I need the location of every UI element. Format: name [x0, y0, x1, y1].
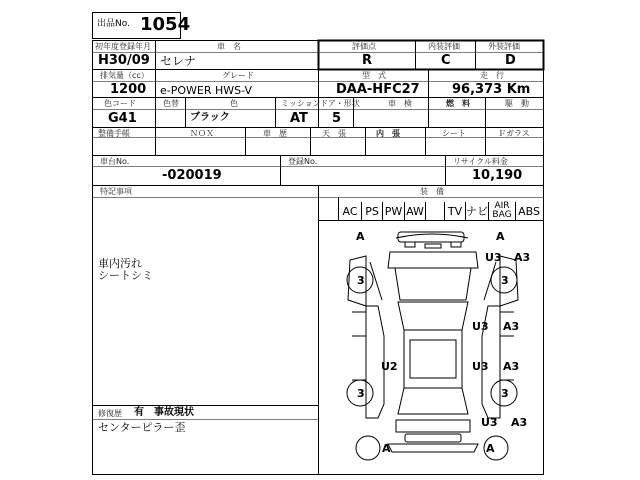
- header-fuel: 燃 料: [446, 99, 470, 108]
- mark-rear-right: A: [486, 442, 495, 455]
- mark-right-middle-dent: U3: [472, 320, 489, 333]
- header-first-registration: 初年度登録年月: [95, 42, 151, 51]
- header-mileage: 走 行: [480, 71, 504, 80]
- color-code-value: G41: [108, 111, 137, 126]
- header-drive: 駆 動: [505, 99, 529, 108]
- mark-right-rear-tire: 3: [501, 387, 509, 400]
- exterior-grade-value: D: [505, 53, 516, 68]
- header-interior-trim: 内 張: [376, 129, 400, 138]
- header-doors: ドア・形状: [320, 99, 360, 108]
- header-registration-number: 登録No.: [288, 157, 318, 166]
- header-nox: ＮＯＸ: [190, 129, 214, 138]
- equipment-blank: [426, 202, 445, 220]
- mark-right-rear-dent: U3: [472, 360, 489, 373]
- mark-left-front-tire: 3: [357, 274, 365, 287]
- mark-rear-scratch: A3: [511, 416, 528, 429]
- note-line: 車内汚れ: [98, 257, 142, 270]
- lot-number: 1054: [140, 14, 191, 35]
- header-seat: シート: [442, 129, 466, 138]
- interior-grade-value: C: [441, 53, 451, 68]
- repair-history-label: 修復歴: [98, 409, 122, 418]
- equipment-pw: PW: [383, 202, 405, 220]
- header-exterior-grade: 外装評価: [488, 42, 520, 51]
- header-color-change: 色替: [163, 99, 179, 108]
- header-history: 車 歴: [263, 129, 287, 138]
- mark-right-front-scratch: A3: [514, 251, 531, 264]
- equipment-abs: ABS: [518, 204, 540, 218]
- header-inspection: 車 検: [388, 99, 412, 108]
- header-special-notes: 特記事項: [100, 187, 132, 196]
- mileage-value: 96,373 Km: [452, 82, 531, 97]
- header-score: 評価点: [352, 42, 376, 51]
- mark-rear-left: A: [382, 442, 391, 455]
- header-chassis-number: 車台No.: [100, 157, 130, 166]
- chassis-number-value: -020019: [162, 168, 222, 183]
- header-mission: ミッション: [281, 99, 321, 108]
- mark-right-middle-scratch: A3: [503, 320, 520, 333]
- mark-rear-dent: U3: [481, 416, 498, 429]
- header-equipment: 装 備: [420, 187, 444, 196]
- recycle-fee-value: 10,190: [472, 168, 523, 183]
- mark-left-rear-tire: 3: [357, 387, 365, 400]
- equipment-ps: PS: [362, 202, 383, 220]
- equipment-ac: AC: [339, 202, 362, 220]
- grade-value: e-POWER HWS-V: [160, 84, 252, 97]
- equipment-tv: TV: [445, 202, 466, 220]
- header-color-code: 色コード: [104, 99, 136, 108]
- lot-label: 出品No.: [97, 19, 130, 29]
- equipment-navi: ナビ: [466, 202, 489, 220]
- mark-right-front-dent: U3: [485, 251, 502, 264]
- mark-front-right: A: [496, 230, 505, 243]
- mark-right-front-tire: 3: [501, 274, 509, 287]
- first-registration-value: H30/09: [98, 53, 150, 68]
- mark-left-rear-dent: U2: [381, 360, 398, 373]
- header-front-glass: Ｆガラス: [498, 129, 530, 138]
- repair-history-value: 有 事故現状: [134, 407, 194, 418]
- repair-detail: センターピラー歪: [98, 421, 186, 434]
- header-recycle-fee: リサイクル料金: [453, 157, 508, 166]
- equipment-aw: AW: [405, 202, 426, 220]
- header-interior-grade: 内装評価: [428, 42, 460, 51]
- displacement-value: 1200: [110, 82, 147, 97]
- model-code-value: DAA-HFC27: [336, 82, 420, 97]
- mark-right-rear-scratch: A3: [503, 360, 520, 373]
- header-headliner: 天 張: [322, 129, 346, 138]
- header-color: 色: [230, 99, 238, 108]
- score-value: R: [362, 53, 373, 68]
- header-grade: グレード: [222, 71, 254, 80]
- car-name-value: セレナ: [160, 54, 197, 68]
- note-line: シートシミ: [98, 269, 153, 282]
- doors-value: 5: [332, 111, 342, 126]
- header-displacement: 排気量（cc）: [100, 71, 149, 80]
- mark-front-left: A: [356, 230, 365, 243]
- header-model-code: 型 式: [362, 71, 386, 80]
- mission-value: AT: [290, 111, 308, 126]
- header-maintenance-record: 整備手帳: [98, 129, 130, 138]
- color-value: ブラック: [190, 112, 230, 123]
- equipment-airbag: AIR BAG: [489, 202, 516, 220]
- header-car-name: 車 名: [217, 42, 241, 51]
